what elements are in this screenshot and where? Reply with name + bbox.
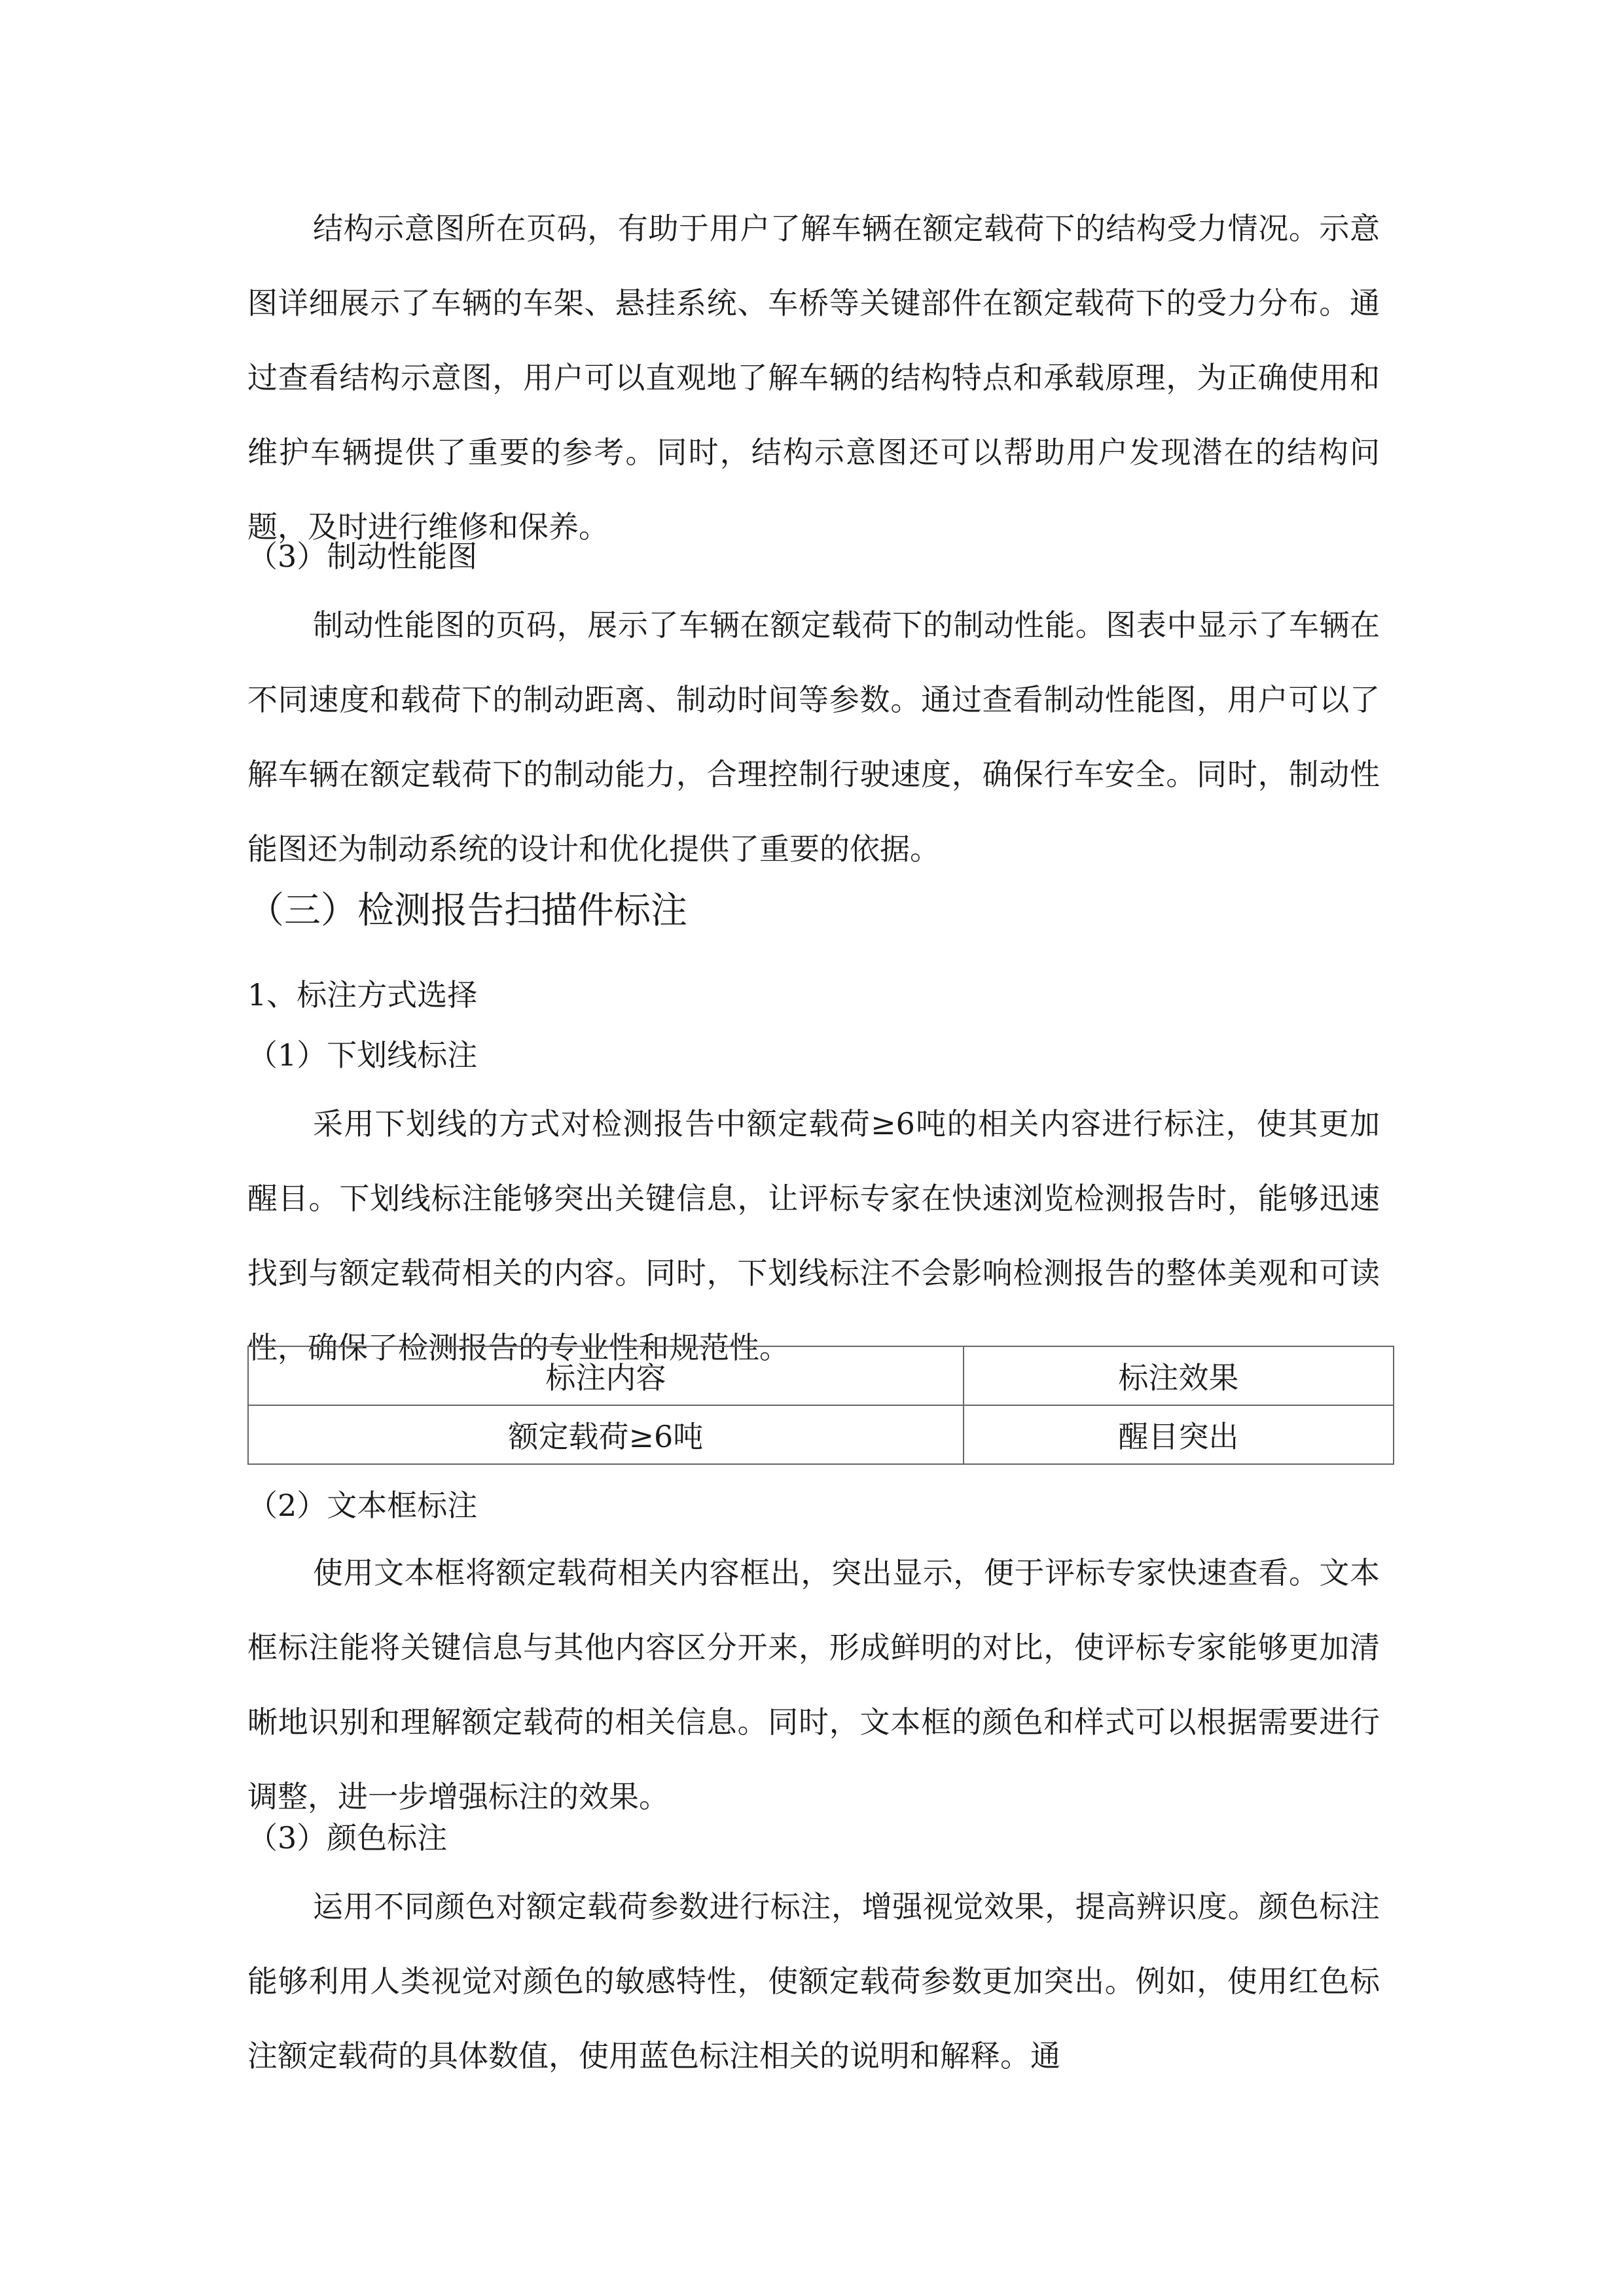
textbox-method-title: （2）文本框标注: [247, 1488, 478, 1523]
underline-method-paragraph: 采用下划线的方式对检测报告中额定载荷≥6吨的相关内容进行标注，使其更加醒目。下划线标注能够突出关键信息，让评标专家在快速浏览检测报告时，能够迅速找到与额定载荷相关的内容。同时，下划线标注不会影响检测报告的整体美观和可读性，确保了检测报告的专业性和规范性。: [247, 1106, 1380, 1365]
underline-method-title: （1）下划线标注: [247, 1037, 478, 1073]
table-header-row: [248, 1346, 1394, 1405]
structure-diagram-paragraph: 结构示意图所在页码，有助于用户了解车辆在额定载荷下的结构受力情况。示意图详细展示了车辆的车架、悬挂系统、车桥等关键部件在额定载荷下的受力分布。通过查看结构示意图，用户可以直观地了解车辆的结构特点和承载原理，为正确使用和维护车辆提供了重要的参考。同时，结构示意图还可以帮助用户发现潜在的结构问题，及时进行维修和保养。: [247, 211, 1380, 545]
braking-chart-paragraph: 制动性能图的页码，展示了车辆在额定载荷下的制动性能。图表中显示了车辆在不同速度和载荷下的制动距离、制动时间等参数。通过查看制动性能图，用户可以了解车辆在额定载荷下的制动能力，合理控制行驶速度，确保行车安全。同时，制动性能图还为制动系统的设计和优化提供了重要的依据。: [247, 607, 1380, 867]
table-header-effect: 标注效果: [964, 1346, 1394, 1405]
annotation-method-subheading: 1、标注方式选择: [247, 977, 478, 1013]
braking-chart-title: （3）制动性能图: [247, 539, 478, 574]
table-row: [248, 1405, 1394, 1464]
color-method-title: （3）颜色标注: [247, 1820, 448, 1856]
table-header-content: 标注内容: [248, 1346, 964, 1405]
annotation-table: [247, 1346, 1394, 1465]
color-method-paragraph: 运用不同颜色对额定载荷参数进行标注，增强视觉效果，提高辨识度。颜色标注能够利用人类视觉对颜色的敏感特性，使额定载荷参数更加突出。例如，使用红色标注额定载荷的具体数值，使用蓝色标注相关的说明和解释。通: [247, 1889, 1380, 2073]
textbox-method-paragraph: 使用文本框将额定载荷相关内容框出，突出显示，便于评标专家快速查看。文本框标注能将关键信息与其他内容区分开来，形成鲜明的对比，使评标专家能够更加清晰地识别和理解额定载荷的相关信息。同时，文本框的颜色和样式可以根据需要进行调整，进一步增强标注的效果。: [247, 1555, 1380, 1814]
table-cell-effect: 醒目突出: [964, 1405, 1394, 1464]
section-heading-report-annotation: （三）检测报告扫描件标注: [247, 889, 687, 932]
table-cell-content: 额定载荷≥6吨: [248, 1405, 964, 1464]
